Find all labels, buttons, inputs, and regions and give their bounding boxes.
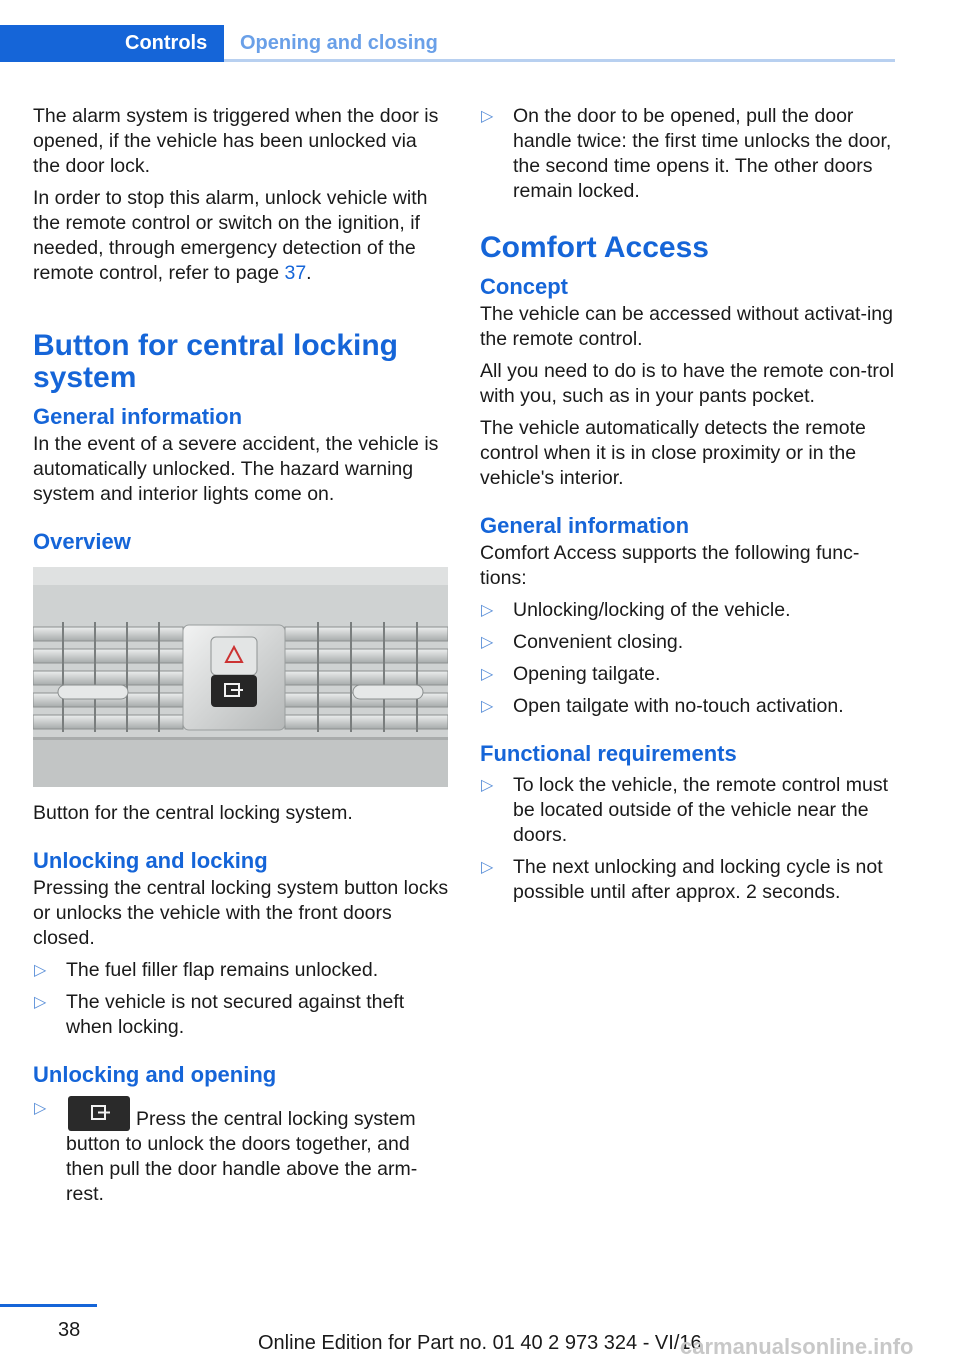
triangle-bullet-icon: ▷ bbox=[481, 602, 494, 619]
right-column bbox=[480, 104, 896, 912]
central-locking-button-image bbox=[33, 567, 448, 787]
page-number: 38 bbox=[58, 1319, 81, 1341]
list-item: ▷ The next unlocking and locking cycle is not possible until after approx. 2 seconds. bbox=[481, 856, 883, 903]
central-locking-heading: Button for central locking system bbox=[33, 329, 399, 394]
concept-paragraph-3: The vehicle automatically detects the remote control when it is in close proximity or in the vehicle's interior. bbox=[480, 417, 866, 489]
list-item: ▷ On the door to be opened, pull the door handle twice: the first time unlocks the door, the second time opens it. The other doors remain locked. bbox=[481, 105, 892, 202]
alarm-paragraph: The alarm system is triggered when the door is opened, if the vehicle has been unlocked via the door lock. bbox=[33, 105, 439, 177]
list-item: ▷ Unlocking/locking of the vehicle. bbox=[481, 599, 791, 621]
triangle-bullet-icon: ▷ bbox=[481, 666, 494, 683]
comfort-access-heading: Comfort Access bbox=[480, 231, 709, 264]
list-item: ▷ Convenient closing. bbox=[481, 631, 684, 653]
list-item: ▷ The vehicle is not secured against theft when locking. bbox=[34, 991, 405, 1038]
list-item: ▷ The fuel filler flap remains unlocked. bbox=[34, 959, 379, 981]
unlocking-and-opening-list bbox=[33, 1096, 449, 1207]
general-information-heading: General information bbox=[33, 404, 243, 429]
general-information-text: In the event of a severe accident, the vehicle is automatically unlocked. The hazard warning system and interior lights come on. bbox=[33, 433, 439, 505]
unlocking-and-locking-text: Pressing the central locking system button locks or unlocks the vehicle with the front doors closed. bbox=[33, 877, 449, 949]
triangle-bullet-icon: ▷ bbox=[481, 634, 494, 651]
concept-heading: Concept bbox=[480, 274, 568, 299]
door-unlock-button-icon bbox=[68, 1096, 130, 1131]
functional-requirements-list bbox=[480, 773, 896, 905]
concept-paragraph-2: All you need to do is to have the remote con-trol with you, such as in your pants pocket. bbox=[480, 360, 895, 407]
door-open-list bbox=[480, 104, 896, 204]
unlocking-and-locking-heading: Unlocking and locking bbox=[33, 848, 268, 873]
dashboard-vent-illustration bbox=[33, 567, 448, 787]
overview-heading: Overview bbox=[33, 529, 131, 554]
section-tab-opening-closing: Opening and closing bbox=[240, 32, 438, 54]
unlocking-and-locking-list bbox=[33, 958, 449, 1040]
unlocking-and-opening-heading: Unlocking and opening bbox=[33, 1062, 277, 1087]
comfort-general-information-heading: General information bbox=[480, 513, 690, 538]
functional-requirements-heading: Functional requirements bbox=[480, 741, 737, 766]
stop-alarm-paragraph: In order to stop this alarm, unlock vehicle with the remote control or switch on the ignition, if needed, through emergency detection of the remote control, refer to page 37. bbox=[33, 187, 428, 284]
section-tab-controls: Controls bbox=[0, 25, 224, 62]
triangle-bullet-icon: ▷ bbox=[481, 108, 494, 125]
list-item: ▷ To lock the vehicle, the remote control must be located outside of the vehicle near the doors. bbox=[481, 774, 889, 846]
list-item: ▷ Opening tailgate. bbox=[481, 663, 661, 685]
list-item: ▷ Press the central locking system button to unlock the doors together, and then pull the door handle above the arm-rest. bbox=[33, 1096, 449, 1207]
comfort-functions-list bbox=[480, 598, 896, 719]
footer-divider bbox=[0, 1304, 97, 1307]
triangle-bullet-icon: ▷ bbox=[34, 962, 47, 979]
figure-caption: Button for the central locking system. bbox=[33, 802, 353, 824]
list-item: ▷ Open tailgate with no-touch activation. bbox=[481, 695, 844, 717]
concept-paragraph-1: The vehicle can be accessed without activat-ing the remote control. bbox=[480, 303, 893, 350]
triangle-bullet-icon: ▷ bbox=[481, 859, 494, 876]
triangle-bullet-icon: ▷ bbox=[34, 994, 47, 1011]
site-watermark: carmanualsonline.info bbox=[680, 1334, 914, 1359]
edition-text: Online Edition for Part no. 01 40 2 973 324 - VI/16 bbox=[258, 1332, 702, 1354]
triangle-bullet-icon: ▷ bbox=[481, 777, 494, 794]
comfort-general-text: Comfort Access supports the following func-tions: bbox=[480, 542, 860, 589]
page-header bbox=[0, 25, 895, 62]
page-reference-link[interactable]: 37 bbox=[284, 262, 307, 284]
triangle-bullet-icon: ▷ bbox=[481, 698, 494, 715]
left-column bbox=[33, 104, 449, 1214]
header-divider bbox=[224, 59, 895, 62]
triangle-bullet-icon: ▷ bbox=[34, 1100, 47, 1117]
